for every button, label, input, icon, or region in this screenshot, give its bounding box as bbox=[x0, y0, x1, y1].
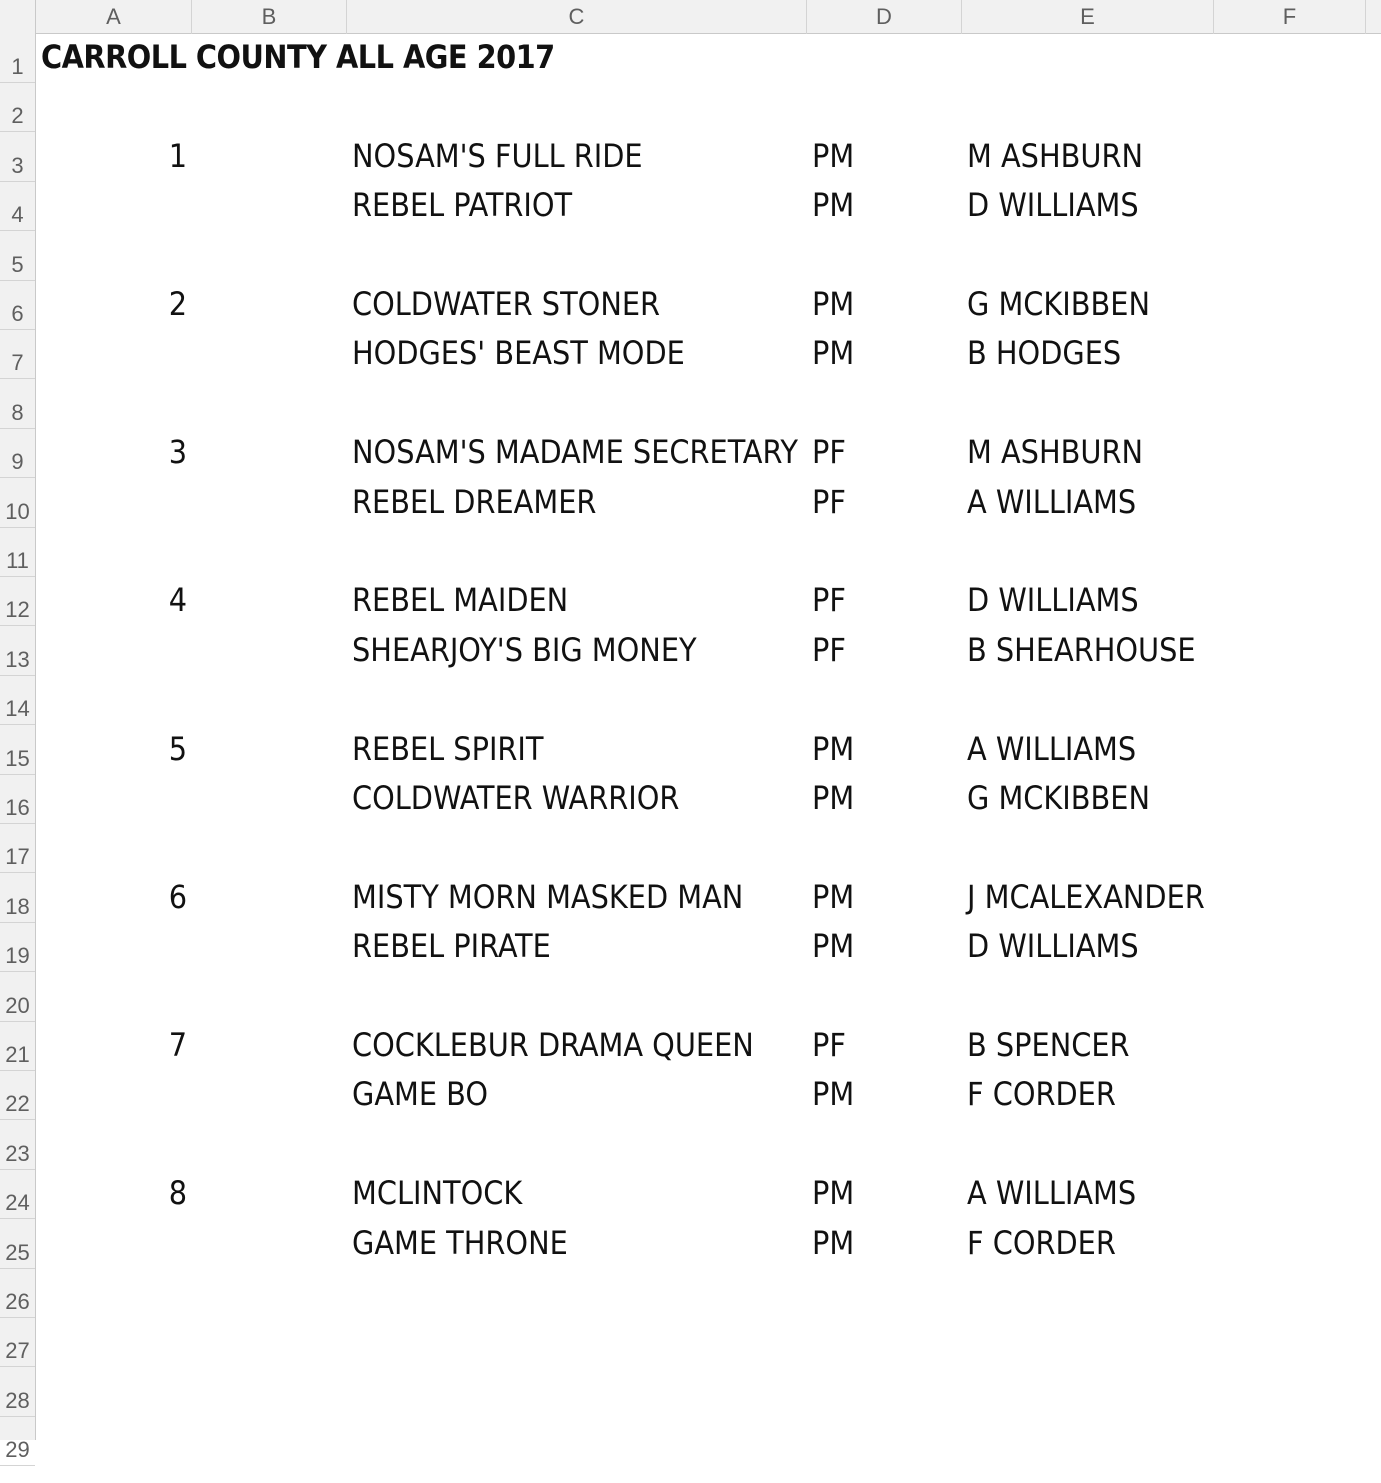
sex-cell[interactable]: PF bbox=[812, 482, 846, 521]
row-header[interactable]: 29 bbox=[0, 1417, 35, 1466]
row-header[interactable]: 4 bbox=[0, 182, 35, 231]
brace-number-cell[interactable]: 5 bbox=[168, 729, 187, 768]
row-header[interactable]: 15 bbox=[0, 726, 35, 775]
handler-cell[interactable]: G MCKIBBEN bbox=[967, 285, 1150, 323]
dog-name-cell[interactable]: NOSAM'S MADAME SECRETARY bbox=[352, 433, 798, 472]
row-header[interactable]: 10 bbox=[0, 479, 35, 528]
brace-number-cell[interactable]: 7 bbox=[168, 1026, 187, 1064]
dog-name-cell[interactable]: REBEL PATRIOT bbox=[352, 186, 573, 225]
sex-cell[interactable]: PM bbox=[812, 729, 855, 768]
dog-name-cell[interactable]: HODGES' BEAST MODE bbox=[352, 334, 685, 373]
row-header[interactable]: 19 bbox=[0, 923, 35, 972]
row-header[interactable]: 11 bbox=[0, 528, 35, 577]
column-header-d[interactable]: D bbox=[807, 0, 962, 34]
dog-name-cell[interactable]: MCLINTOCK bbox=[352, 1174, 523, 1213]
sex-cell[interactable]: PM bbox=[812, 1075, 855, 1114]
column-header-b[interactable]: B bbox=[192, 0, 347, 34]
row-header[interactable]: 12 bbox=[0, 577, 35, 626]
row-header[interactable]: 3 bbox=[0, 133, 35, 182]
handler-cell[interactable]: J MCALEXANDER bbox=[967, 877, 1205, 916]
dog-name-cell[interactable]: REBEL SPIRIT bbox=[352, 729, 544, 768]
row-header[interactable]: 17 bbox=[0, 824, 35, 873]
sex-cell[interactable]: PF bbox=[812, 1026, 846, 1064]
row-header[interactable]: 28 bbox=[0, 1368, 35, 1417]
row-header[interactable]: 23 bbox=[0, 1121, 35, 1170]
sex-cell[interactable]: PM bbox=[812, 285, 855, 323]
sex-cell[interactable]: PF bbox=[812, 630, 846, 669]
row-header[interactable]: 22 bbox=[0, 1071, 35, 1120]
column-header-a[interactable]: A bbox=[36, 0, 192, 34]
row-header[interactable]: 16 bbox=[0, 775, 35, 824]
handler-cell[interactable]: B SPENCER bbox=[967, 1026, 1130, 1064]
select-all-corner[interactable] bbox=[0, 0, 36, 34]
brace-number-cell[interactable]: 1 bbox=[168, 136, 187, 175]
brace-number-cell[interactable]: 3 bbox=[168, 433, 187, 472]
column-header-f[interactable]: F bbox=[1214, 0, 1366, 34]
row-header[interactable]: 14 bbox=[0, 676, 35, 725]
handler-cell[interactable]: A WILLIAMS bbox=[967, 482, 1137, 521]
row-header[interactable]: 9 bbox=[0, 429, 35, 478]
sex-cell[interactable]: PM bbox=[812, 334, 855, 373]
row-header[interactable]: 5 bbox=[0, 232, 35, 281]
handler-cell[interactable]: D WILLIAMS bbox=[967, 581, 1139, 620]
dog-name-cell[interactable]: REBEL PIRATE bbox=[352, 927, 551, 966]
dog-name-cell[interactable]: NOSAM'S FULL RIDE bbox=[352, 136, 643, 175]
handler-cell[interactable]: F CORDER bbox=[967, 1075, 1116, 1114]
sex-cell[interactable]: PM bbox=[812, 927, 855, 966]
handler-cell[interactable]: M ASHBURN bbox=[967, 433, 1143, 472]
brace-number-cell[interactable]: 6 bbox=[168, 877, 187, 916]
dog-name-cell[interactable]: COCKLEBUR DRAMA QUEEN bbox=[352, 1026, 754, 1064]
row-header[interactable]: 24 bbox=[0, 1170, 35, 1219]
row-header[interactable]: 25 bbox=[0, 1220, 35, 1269]
sex-cell[interactable]: PM bbox=[812, 136, 855, 175]
dog-name-cell[interactable]: GAME THRONE bbox=[352, 1223, 568, 1262]
handler-cell[interactable]: M ASHBURN bbox=[967, 136, 1143, 175]
sex-cell[interactable]: PF bbox=[812, 433, 846, 472]
sex-cell[interactable]: PM bbox=[812, 877, 855, 916]
dog-name-cell[interactable]: COLDWATER STONER bbox=[352, 285, 661, 323]
handler-cell[interactable]: D WILLIAMS bbox=[967, 927, 1139, 966]
brace-number-cell[interactable]: 8 bbox=[168, 1174, 187, 1213]
sex-cell[interactable]: PM bbox=[812, 186, 855, 225]
row-header[interactable]: 20 bbox=[0, 973, 35, 1022]
handler-cell[interactable]: F CORDER bbox=[967, 1223, 1116, 1262]
dog-name-cell[interactable]: COLDWATER WARRIOR bbox=[352, 779, 680, 817]
row-header[interactable]: 21 bbox=[0, 1022, 35, 1071]
handler-cell[interactable]: B SHEARHOUSE bbox=[967, 630, 1196, 669]
row-header[interactable]: 18 bbox=[0, 874, 35, 923]
row-header[interactable]: 27 bbox=[0, 1318, 35, 1367]
row-header[interactable]: 2 bbox=[0, 83, 35, 132]
sex-cell[interactable]: PM bbox=[812, 779, 855, 817]
row-header[interactable]: 13 bbox=[0, 627, 35, 676]
sex-cell[interactable]: PF bbox=[812, 581, 846, 620]
dog-name-cell[interactable]: SHEARJOY'S BIG MONEY bbox=[352, 630, 697, 669]
row-header[interactable]: 8 bbox=[0, 380, 35, 429]
column-header-c[interactable]: C bbox=[347, 0, 807, 34]
handler-cell[interactable]: A WILLIAMS bbox=[967, 1174, 1137, 1213]
sex-cell[interactable]: PM bbox=[812, 1223, 855, 1262]
column-header-e[interactable]: E bbox=[962, 0, 1214, 34]
row-header[interactable]: 1 bbox=[0, 34, 35, 83]
dog-name-cell[interactable]: REBEL MAIDEN bbox=[352, 581, 569, 620]
row-header[interactable]: 7 bbox=[0, 330, 35, 379]
row-header[interactable]: 26 bbox=[0, 1269, 35, 1318]
dog-name-cell[interactable]: GAME BO bbox=[352, 1075, 489, 1114]
dog-name-cell[interactable]: MISTY MORN MASKED MAN bbox=[352, 877, 744, 916]
sheet-title-cell[interactable]: CARROLL COUNTY ALL AGE 2017 bbox=[41, 38, 555, 76]
handler-cell[interactable]: G MCKIBBEN bbox=[967, 779, 1150, 817]
sheet-grid[interactable] bbox=[36, 34, 1381, 1440]
handler-cell[interactable]: B HODGES bbox=[967, 334, 1122, 373]
row-header[interactable]: 6 bbox=[0, 281, 35, 330]
handler-cell[interactable]: D WILLIAMS bbox=[967, 186, 1139, 225]
brace-number-cell[interactable]: 2 bbox=[168, 285, 187, 323]
handler-cell[interactable]: A WILLIAMS bbox=[967, 729, 1137, 768]
row-header-gutter bbox=[0, 34, 36, 1463]
column-header-bar bbox=[0, 0, 1381, 34]
sex-cell[interactable]: PM bbox=[812, 1174, 855, 1213]
dog-name-cell[interactable]: REBEL DREAMER bbox=[352, 482, 597, 521]
brace-number-cell[interactable]: 4 bbox=[168, 581, 187, 620]
